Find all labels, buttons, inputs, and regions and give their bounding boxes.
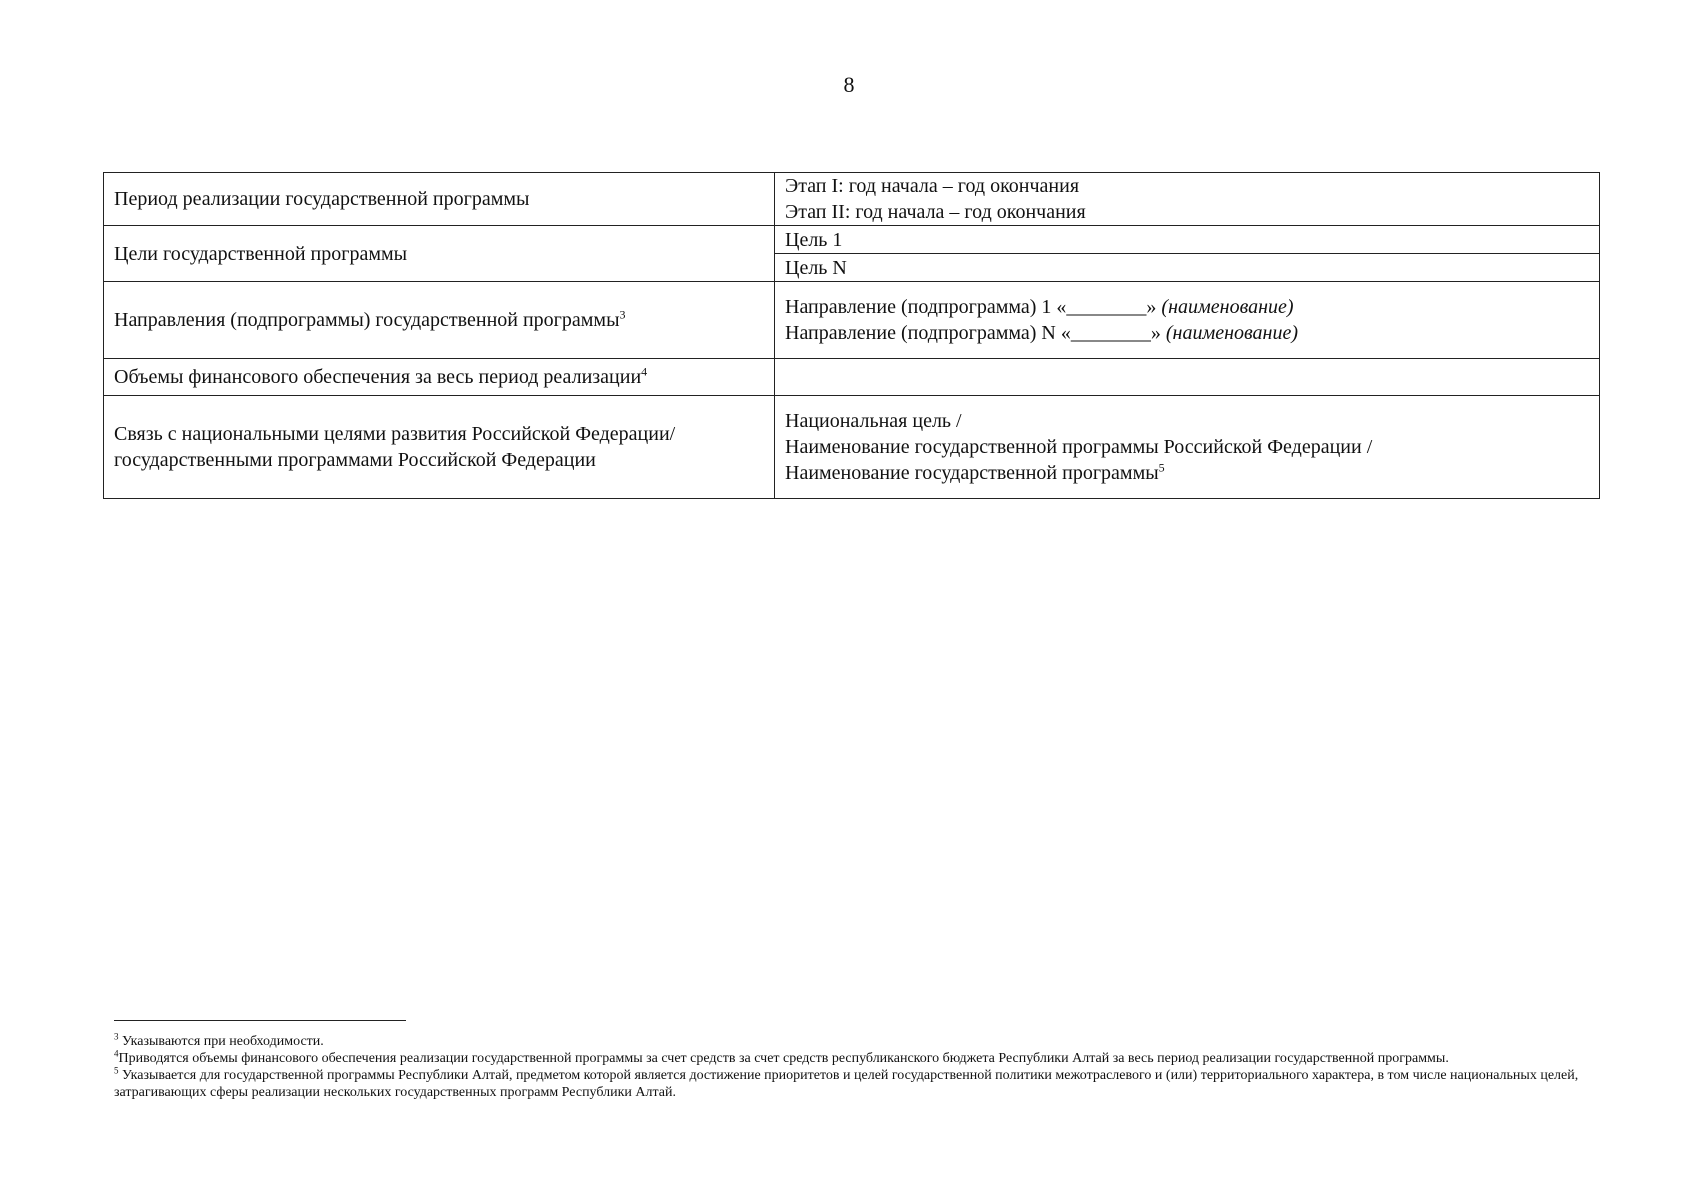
link-value-line-3 [785, 460, 1589, 486]
link-value-line-3-text: Наименование государственной программы [785, 462, 1159, 484]
table-row-directions [104, 282, 1600, 359]
financing-label: Объемы финансового обеспечения за весь период реализации [114, 366, 642, 388]
goals-label: Цели государственной программы [104, 226, 775, 282]
link-value-line-2: Наименование государственной программы Российской Федерации / [785, 436, 1373, 458]
directions-label: Направления (подпрограммы) государственной программы [114, 309, 620, 331]
table-row-goals [104, 226, 1600, 254]
period-label: Период реализации государственной программы [104, 173, 775, 226]
footnote-4-number: 4 [114, 1048, 119, 1059]
footnote-ref-4: 4 [641, 364, 648, 379]
direction-1-text: Направление (подпрограмма) 1 «________» [785, 296, 1162, 318]
link-label-line-1: Связь с национальными целями развития Российской Федерации/ [114, 423, 676, 445]
direction-n [785, 320, 1589, 346]
table-row-national-goals [104, 396, 1600, 499]
period-value [775, 173, 1600, 226]
directions-label-cell [104, 282, 775, 359]
link-value-line-1: Национальная цель / [785, 410, 962, 432]
footnote-5 [114, 1067, 1594, 1101]
footnote-3-number: 3 [114, 1031, 119, 1042]
direction-1-name: (наименование) [1161, 296, 1294, 318]
goal-n: Цель N [775, 254, 1600, 282]
footnote-4-text: Приводятся объемы финансового обеспечения реализации государственной программы за счет средств за счет средств республиканского бюджета Республики Алтай за весь период реализации государственной программы. [118, 1051, 1449, 1066]
link-label [104, 396, 775, 499]
financing-value [775, 359, 1600, 396]
footnote-divider [114, 1020, 406, 1021]
direction-n-text: Направление (подпрограмма) N «________» [785, 322, 1166, 344]
footnote-4 [114, 1050, 1594, 1067]
direction-n-name: (наименование) [1165, 322, 1299, 344]
footnote-3-text: Указываются при необходимости. [122, 1034, 324, 1049]
direction-1 [785, 294, 1589, 320]
footnote-5-text: Указывается для государственной программы Республики Алтай, предметом которой является достижение приоритетов и целей государственной политики межотраслевого и (или) территориального характера, в том числе национальных целей, затрагивающих сферы реализации нескольких государственных программ Республики Алтай. [114, 1068, 1579, 1100]
footnote-ref-3: 3 [619, 307, 626, 322]
link-label-line-2: государственными программами Российской Федерации [114, 449, 596, 471]
table-row-financing [104, 359, 1600, 396]
goal-1: Цель 1 [775, 226, 1600, 254]
table-row-period [104, 173, 1600, 226]
footnotes [114, 1020, 1594, 1101]
footnote-5-number: 5 [114, 1065, 119, 1076]
directions-value [775, 282, 1600, 359]
program-passport-table [103, 172, 1600, 499]
footnote-3 [114, 1033, 1594, 1050]
footnote-ref-5: 5 [1158, 460, 1165, 475]
period-stage-1: Этап I: год начала – год окончания [785, 175, 1080, 197]
financing-label-cell [104, 359, 775, 396]
page-number: 8 [843, 72, 855, 97]
link-value [775, 396, 1600, 499]
period-stage-2: Этап II: год начала – год окончания [785, 201, 1086, 223]
